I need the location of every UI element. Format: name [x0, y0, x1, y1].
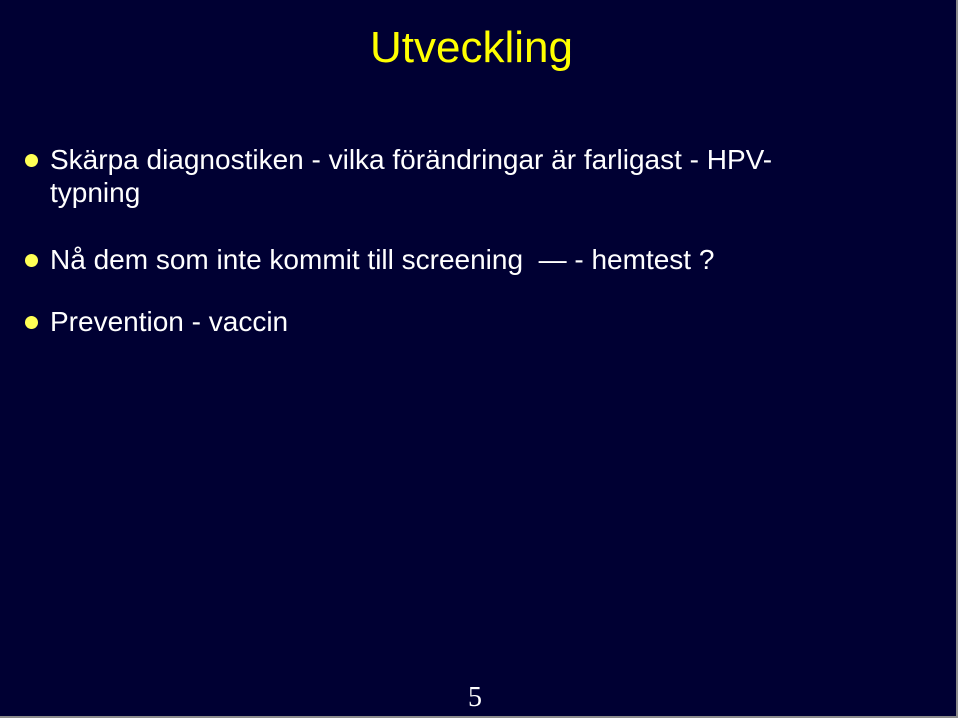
bullet-text: Nå dem som inte kommit till screening — - hemtest ? — [50, 244, 715, 275]
bullet-dot-icon — [25, 316, 38, 329]
bullet-dot-icon — [25, 154, 38, 167]
bullet-text: Prevention - vaccin — [50, 306, 289, 337]
bullet-dot-icon — [25, 254, 38, 267]
bullet-text: Skärpa diagnostiken - vilka förändringar är farligast - HPV- typning — [50, 144, 773, 208]
slide-title: Utveckling — [370, 23, 573, 72]
page-number: 5 — [468, 682, 482, 713]
